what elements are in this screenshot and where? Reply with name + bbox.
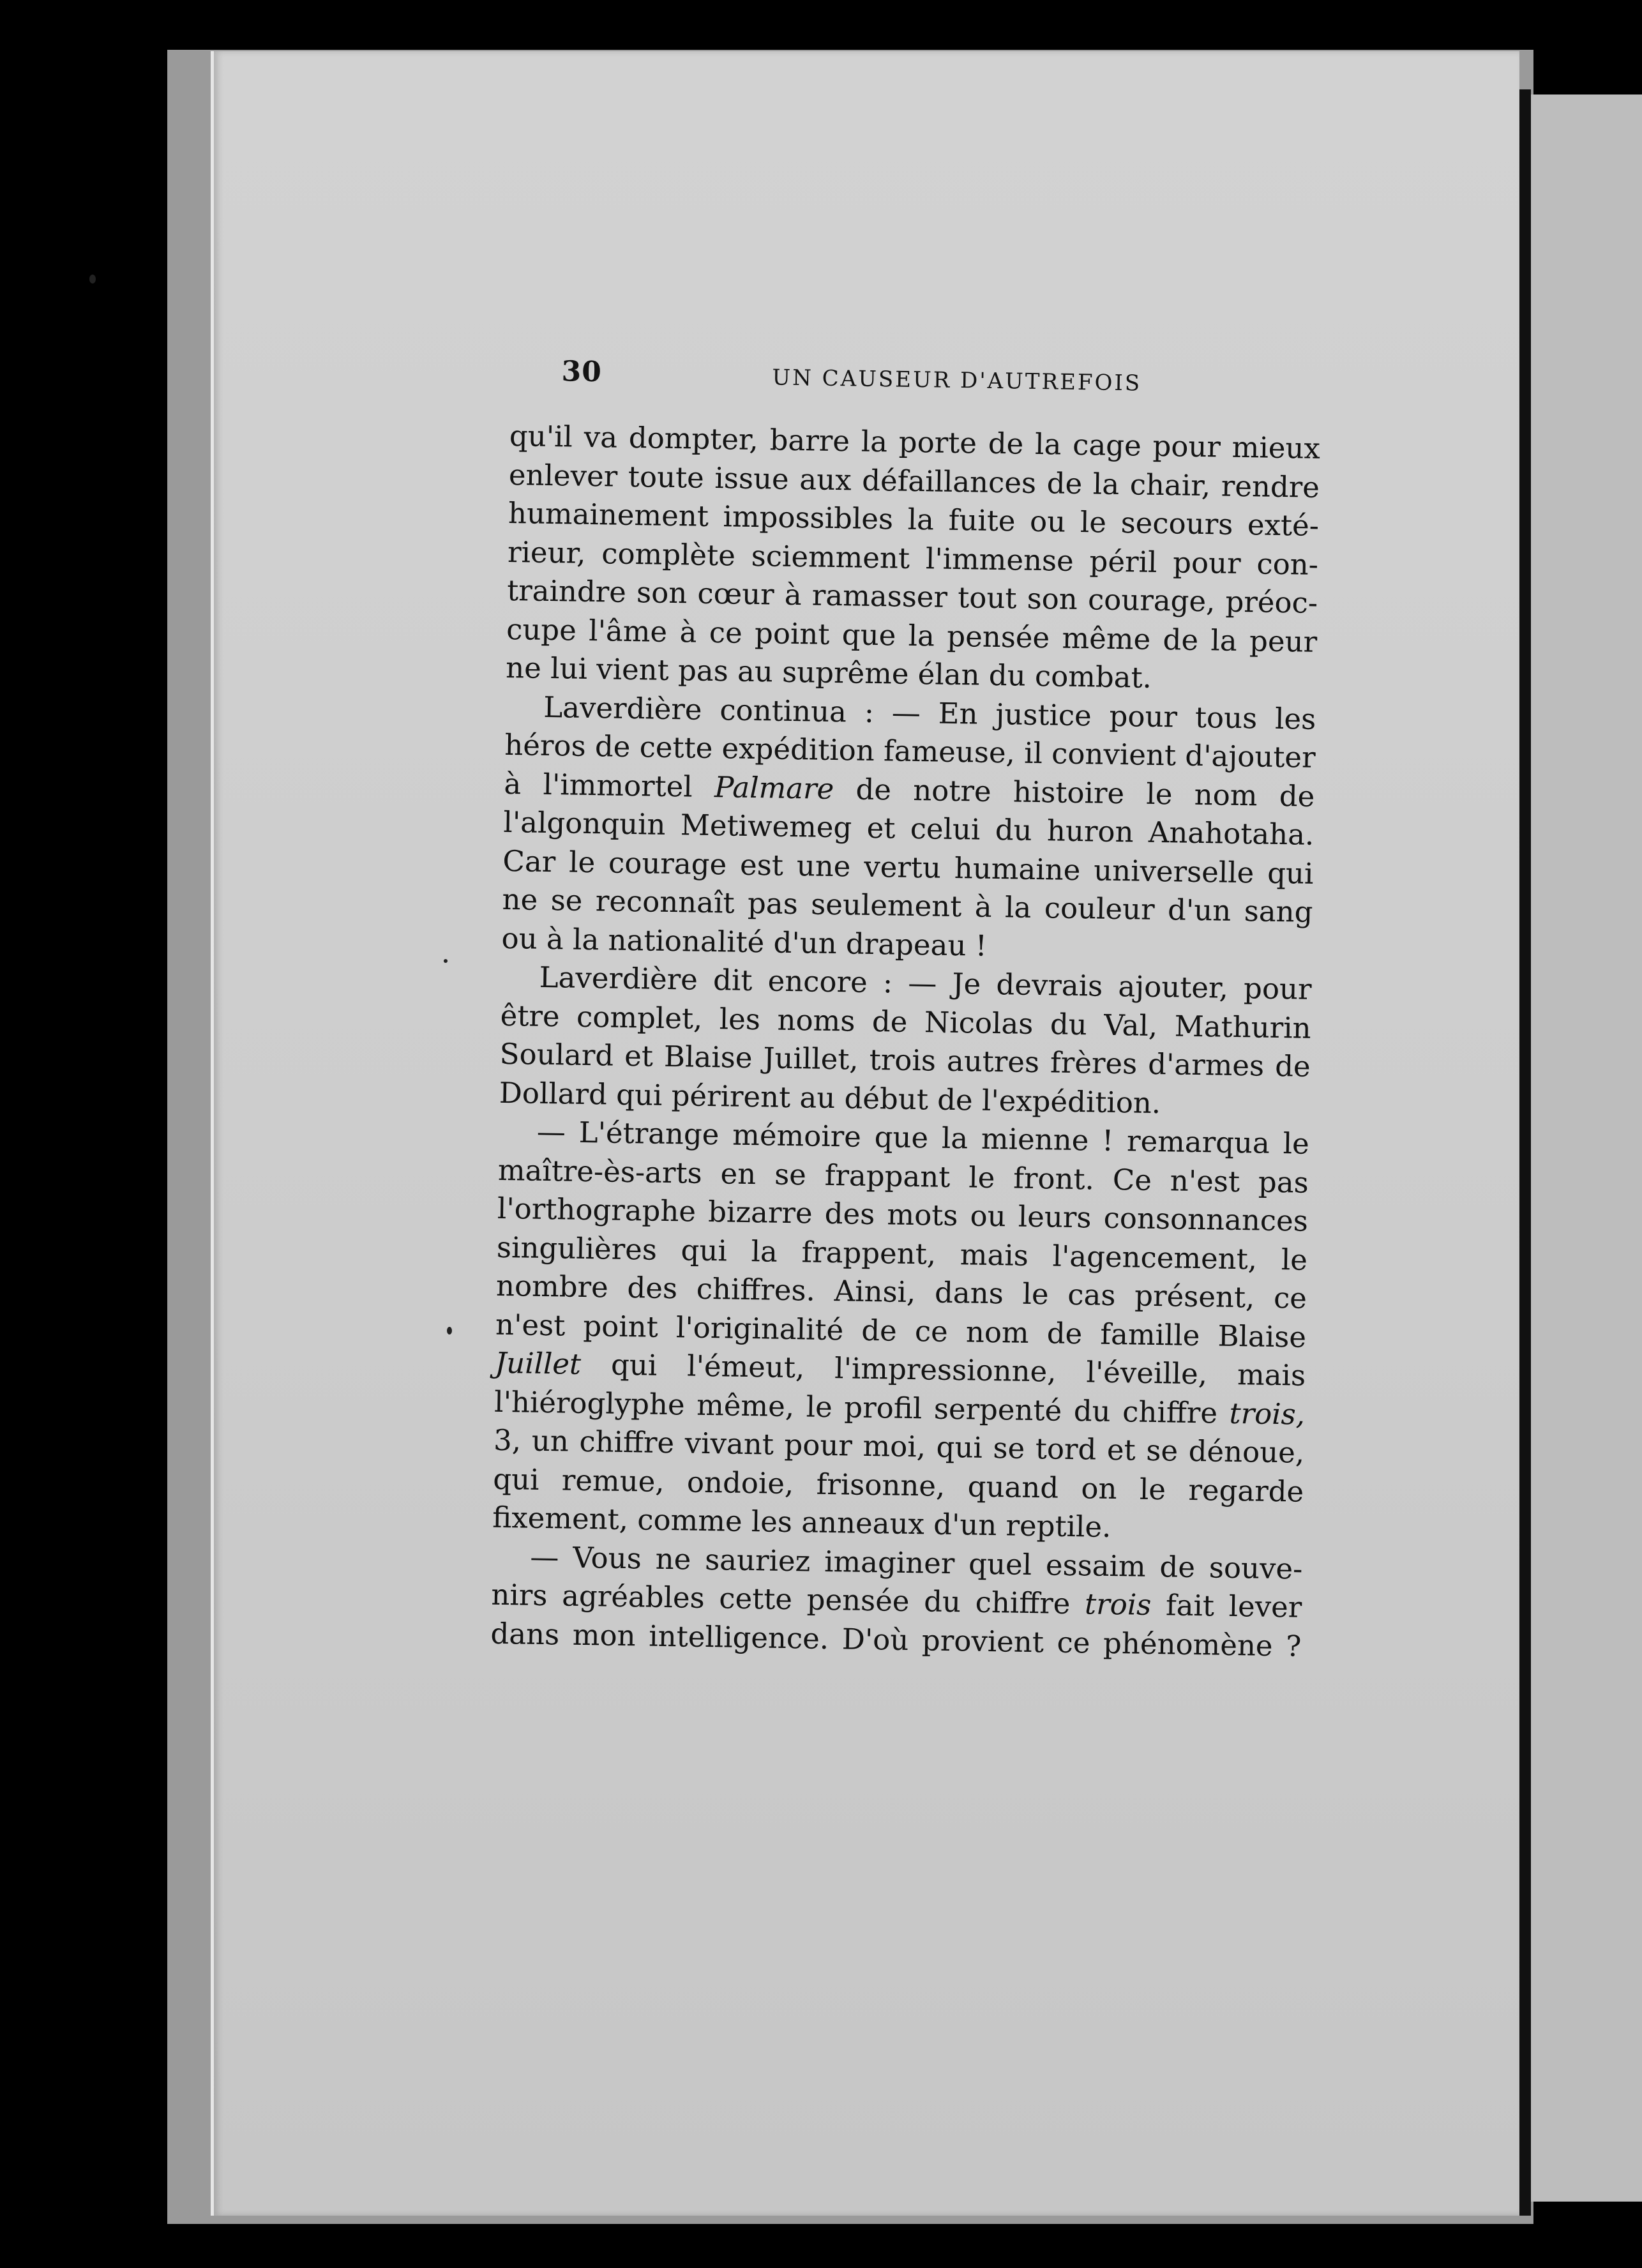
text-span: l'hiéroglyphe même, le profil serpenté du chiffre	[493, 1384, 1218, 1430]
text-line: cupe l'âme à ce point que la pensée même de la peur	[506, 612, 1318, 659]
text-span: à l'immortel	[504, 766, 693, 804]
text-line: enlever toute issue aux défaillances de la chair, rendre	[508, 457, 1320, 504]
italic-text: trois,	[1229, 1396, 1306, 1432]
text-line: — L'étrange mémoire que la mienne ! remarqua le	[536, 1114, 1310, 1161]
text-line: singulières qui la frappent, mais l'agencement, le	[496, 1230, 1308, 1277]
text-line: humainement impossibles la fuite ou le secours exté-	[508, 495, 1320, 543]
text-line: maître-ès-arts en se frappant le front. Ce n'est pas	[497, 1153, 1309, 1200]
text-line: héros de cette expédition fameuse, il convient d'ajouter	[504, 727, 1316, 775]
text-span: qui l'émeut, l'impressionne, l'éveille, mais	[610, 1347, 1306, 1393]
text-line: Soulard et Blaise Juillet, trois autres frères d'armes de	[499, 1036, 1311, 1084]
italic-text: Juillet	[494, 1345, 582, 1381]
page-number: 30	[561, 355, 603, 389]
text-line: dans mon intelligence. D'où provient ce phénomène ?	[490, 1616, 1302, 1663]
text-block	[490, 354, 1322, 1666]
running-title: UN CAUSEUR D'AUTREFOIS	[772, 365, 1142, 397]
text-line: Car le courage est une vertu humaine universelle qui	[502, 843, 1314, 891]
text-line: l'algonquin Metiwemeg et celui du huron Anahotaha.	[503, 805, 1314, 852]
text-span: nirs agréables cette pensée du chiffre	[491, 1577, 1071, 1621]
text-line: Dollard qui périrent au début de l'expédition.	[499, 1075, 1161, 1120]
text-line: 3, un chiffre vivant pour moi, qui se tord et se dénoue,	[493, 1423, 1305, 1470]
dust-speck	[447, 1327, 452, 1334]
text-line: ne se reconnaît pas seulement à la couleur d'un sang	[502, 882, 1313, 929]
text-line: Laverdière dit encore : — Je devrais ajouter, pour	[539, 960, 1312, 1006]
text-span: de notre histoire le nom de	[855, 772, 1315, 813]
text-line: qu'il va dompter, barre la porte de la cage pour mieux	[509, 418, 1321, 465]
text-line: — Vous ne sauriez imaginer quel essaim de souve-	[530, 1539, 1303, 1586]
text-line: rieur, complète sciemment l'immense péril pour con-	[507, 534, 1319, 582]
text-line: Laverdière continua : — En justice pour tous les	[543, 690, 1316, 736]
italic-text: trois	[1084, 1587, 1152, 1622]
text-line: nombre des chiffres. Ainsi, dans le cas présent, ce	[495, 1268, 1307, 1315]
facing-page-edge	[1527, 94, 1642, 2202]
text-line: ou à la nationalité d'un drapeau !	[501, 921, 988, 963]
text-line: fixement, comme les anneaux d'un reptile.	[492, 1500, 1111, 1544]
text-line: l'orthographe bizarre des mots ou leurs consonnances	[497, 1191, 1309, 1238]
text-line: n'est point l'originalité de ce nom de famille Blaise	[495, 1307, 1307, 1354]
dust-speck	[444, 959, 448, 963]
text-line: être complet, les noms de Nicolas du Val, Mathurin	[500, 998, 1312, 1045]
text-line: ne lui vient pas au suprême élan du combat.	[505, 650, 1152, 695]
dust-speck	[89, 275, 96, 284]
italic-text: Palmare	[714, 769, 834, 806]
text-span: fait lever	[1165, 1588, 1302, 1624]
text-line: qui remue, ondoie, frisonne, quand on le regarde	[492, 1462, 1304, 1509]
text-line: traindre son cœur à ramasser tout son courage, préoc-	[506, 573, 1318, 620]
